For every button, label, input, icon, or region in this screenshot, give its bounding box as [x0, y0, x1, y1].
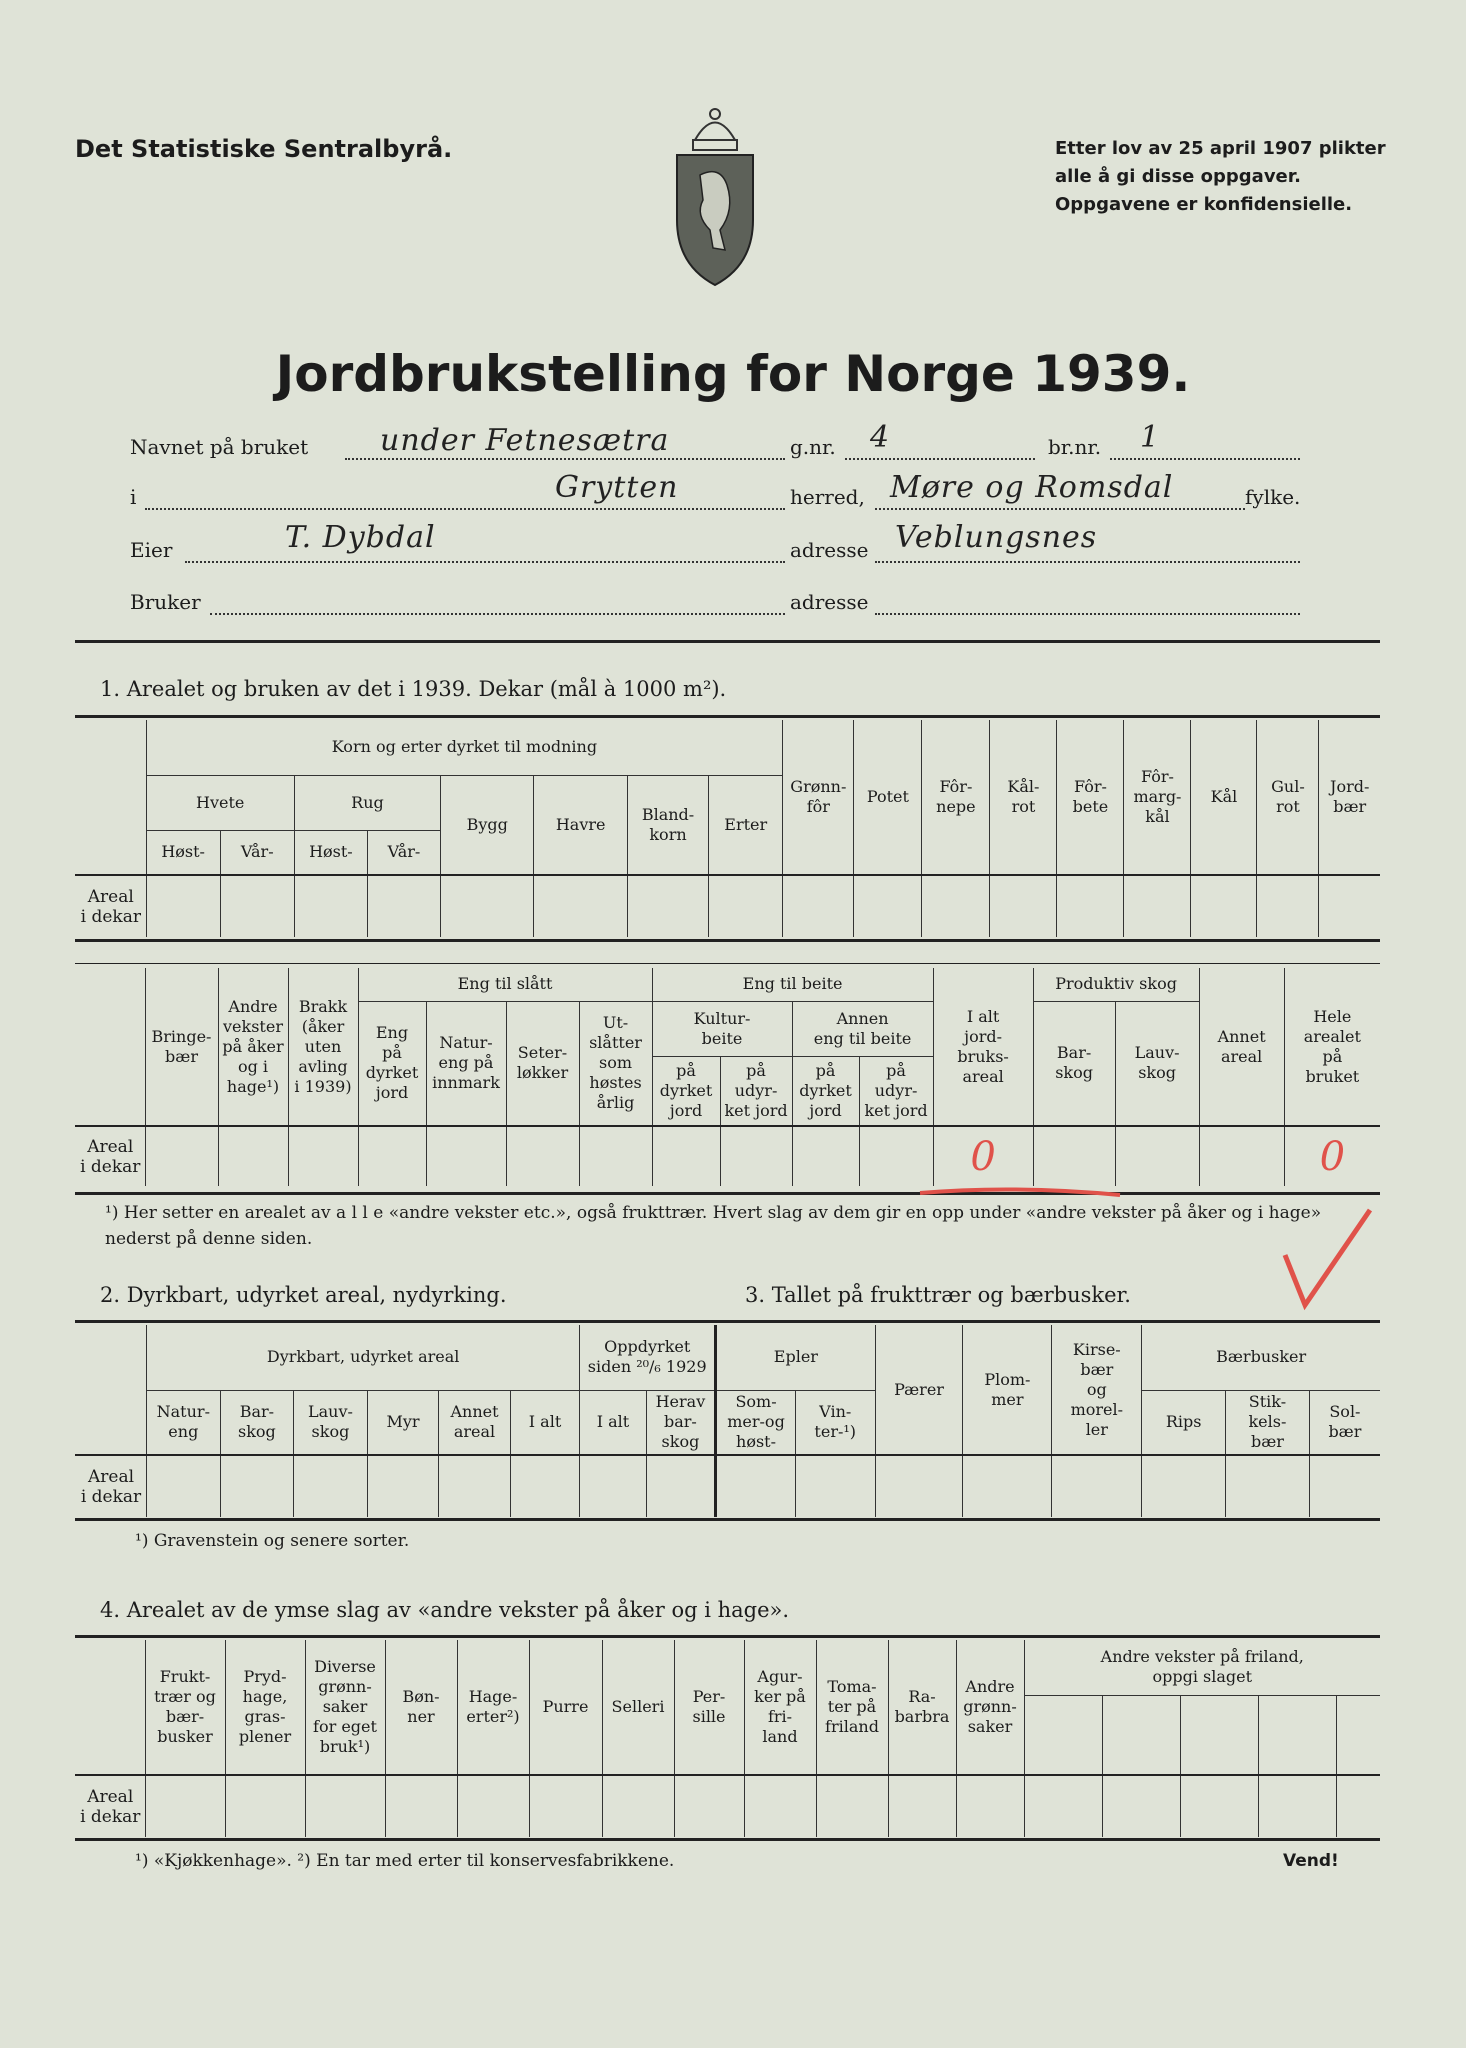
cell[interactable]	[1057, 875, 1124, 937]
notice-line: Oppgavene er konfidensielle.	[1055, 194, 1353, 215]
user-label: Bruker	[130, 590, 201, 614]
cell[interactable]	[1258, 1775, 1336, 1837]
table-area-land-use	[75, 968, 1380, 1186]
header-paerer: Pærer	[875, 1325, 963, 1455]
header-blank	[75, 1325, 147, 1455]
header-andre-gronnsaker: Andre grønn- saker	[956, 1640, 1024, 1775]
cell-i-alt[interactable]: 0	[933, 1126, 1033, 1186]
header-prydhage: Pryd- hage, gras- plener	[225, 1640, 305, 1775]
header-blank	[75, 1640, 145, 1775]
header-annen-eng: Annen eng til beite	[792, 1001, 933, 1056]
cell[interactable]	[145, 1775, 225, 1837]
cell[interactable]	[147, 1455, 221, 1517]
cell[interactable]	[816, 1775, 888, 1837]
cell[interactable]	[1258, 1695, 1336, 1775]
row-label: Areal i dekar	[75, 1126, 145, 1186]
header-kulturbeite: Kultur- beite	[652, 1001, 792, 1056]
cell[interactable]	[1052, 1455, 1142, 1517]
header-forbete: Fôr- bete	[1057, 720, 1124, 875]
cell[interactable]	[602, 1775, 674, 1837]
municipality-line	[145, 508, 785, 510]
header-bonner: Bøn- ner	[385, 1640, 457, 1775]
cell[interactable]	[529, 1775, 602, 1837]
cell[interactable]	[225, 1775, 305, 1837]
coat-of-arms-icon	[665, 100, 765, 290]
row-label: Areal i dekar	[75, 1775, 145, 1837]
table-cultivable-and-fruit	[75, 1325, 1380, 1517]
header-bringebaer: Bringe- bær	[145, 968, 218, 1126]
cell[interactable]	[963, 1455, 1052, 1517]
cell[interactable]	[294, 875, 367, 937]
footnote-section-4: ¹) «Kjøkkenhage». ²) En tar med erter til konservesfabrikkene.	[135, 1851, 675, 1871]
cell[interactable]	[1319, 875, 1380, 937]
brnr-line	[1110, 458, 1300, 460]
cell[interactable]	[220, 1455, 294, 1517]
cell[interactable]	[990, 875, 1057, 937]
owner-line	[185, 561, 785, 563]
county-value: Møre og Romsdal	[890, 470, 1174, 505]
header-persille: Per- sille	[674, 1640, 744, 1775]
cell[interactable]	[1191, 875, 1257, 937]
header-blandkorn: Bland- korn	[627, 775, 708, 875]
header-rug-var: Vår-	[367, 830, 440, 875]
header-eng-slatt: Eng til slått	[358, 968, 652, 1001]
owner-address-line	[875, 561, 1300, 563]
divider	[75, 1635, 1380, 1638]
owner-value: T. Dybdal	[285, 520, 436, 555]
table-area-crops	[75, 720, 1380, 937]
cell[interactable]	[220, 875, 294, 937]
user-address-label: adresse	[790, 590, 869, 614]
header-annen-dyrket: på dyrket jord	[792, 1056, 859, 1126]
cell[interactable]	[457, 1775, 529, 1837]
divider	[75, 939, 1380, 942]
farm-name-value: under Fetnesætra	[380, 423, 670, 458]
header-barskog: Bar- skog	[220, 1390, 294, 1455]
header-hageerter: Hage- erter²)	[457, 1640, 529, 1775]
owner-address-label: adresse	[790, 538, 869, 562]
header-erter: Erter	[709, 775, 783, 875]
divider	[75, 1518, 1380, 1521]
cell[interactable]	[441, 875, 534, 937]
header-lauvskog: Lauv- skog	[1115, 1001, 1199, 1126]
header-baerbusker: Bærbusker	[1142, 1325, 1380, 1390]
header-oppdyrket: Oppdyrket siden ²⁰/₆ 1929	[580, 1325, 716, 1390]
header-hvete-var: Vår-	[220, 830, 294, 875]
header-kirsebaer: Kirse- bær og morel- ler	[1052, 1325, 1142, 1455]
cell[interactable]	[646, 1455, 715, 1517]
cell[interactable]	[305, 1775, 385, 1837]
header-annen-udyrket: på udyr- ket jord	[859, 1056, 933, 1126]
header-i-alt: I alt	[510, 1390, 579, 1455]
header-hele-arealet: Hele arealet på bruket	[1284, 968, 1380, 1126]
header-diverse: Diverse grønn- saker for eget bruk¹)	[305, 1640, 385, 1775]
row-label: Areal i dekar	[75, 875, 146, 937]
cell[interactable]	[1115, 1126, 1199, 1186]
cell[interactable]	[218, 1126, 288, 1186]
table-row	[75, 1126, 1380, 1186]
header-utslatter: Ut- slåtter som høstes årlig	[579, 1001, 652, 1126]
header-rug-host: Høst-	[294, 830, 367, 875]
header-purre: Purre	[529, 1640, 602, 1775]
header-fornepe: Fôr- nepe	[922, 720, 990, 875]
cell-hele[interactable]: 0	[1284, 1126, 1380, 1186]
farm-name-line	[345, 458, 785, 460]
header-gronnfor: Grønn- fôr	[783, 720, 854, 875]
cell[interactable]	[1226, 1455, 1310, 1517]
header-blank	[75, 968, 145, 1126]
cell[interactable]	[792, 1126, 859, 1186]
header-selleri: Selleri	[602, 1640, 674, 1775]
table-row	[75, 1455, 1380, 1517]
cell[interactable]	[146, 875, 220, 937]
header-stikkelsbaer: Stik- kels- bær	[1226, 1390, 1310, 1455]
header-rug: Rug	[294, 775, 440, 830]
cell[interactable]	[385, 1775, 457, 1837]
cell[interactable]	[1102, 1695, 1180, 1775]
footnote-section-1: ¹) Her setter en arealet av a l l e «andre vekster etc.», også frukttrær. Hvert slag av dem gir en opp under «andre vekster på åker og i hage» nederst på denne siden.	[105, 1203, 1322, 1249]
cell[interactable]	[145, 1126, 218, 1186]
header-andre-friland: Andre vekster på friland, oppgi slaget	[1024, 1640, 1380, 1695]
herred-label: herred,	[790, 485, 865, 509]
header-lauvskog: Lauv- skog	[294, 1390, 368, 1455]
cell[interactable]	[288, 1126, 358, 1186]
header-gulrot: Gul- rot	[1257, 720, 1319, 875]
cell[interactable]	[358, 1126, 426, 1186]
cell[interactable]	[1180, 1695, 1258, 1775]
header-eng-dyrket: Eng på dyrket jord	[358, 1001, 426, 1126]
header-kal: Kål	[1191, 720, 1257, 875]
cell[interactable]	[1124, 875, 1191, 937]
cell[interactable]	[720, 1126, 792, 1186]
cell[interactable]	[674, 1775, 744, 1837]
section-4-title: 4. Arealet av de ymse slag av «andre vekster på åker og i hage».	[100, 1598, 790, 1622]
header-seterlokker: Seter- løkker	[506, 1001, 579, 1126]
brnr-label: br.nr.	[1048, 435, 1102, 459]
header-formargkal: Fôr- marg- kål	[1124, 720, 1191, 875]
cell[interactable]	[1257, 875, 1319, 937]
gnr-label: g.nr.	[790, 435, 836, 459]
header-hvete-host: Høst-	[146, 830, 220, 875]
header-potet: Potet	[854, 720, 922, 875]
form-title: Jordbrukstelling for Norge 1939.	[275, 345, 1191, 403]
divider	[75, 640, 1380, 643]
cell[interactable]	[1336, 1775, 1380, 1837]
divider	[75, 1192, 1380, 1195]
section-1-title: 1. Arealet og bruken av det i 1939. Dekar (mål à 1000 m²).	[100, 677, 727, 701]
cell[interactable]	[709, 875, 783, 937]
legal-notice	[1055, 135, 1386, 219]
municipality-value: Grytten	[555, 470, 679, 505]
agency-name: Det Statistiske Sentralbyrå.	[75, 135, 453, 163]
header-tomater: Toma- ter på friland	[816, 1640, 888, 1775]
divider	[75, 715, 1380, 718]
cell[interactable]	[367, 875, 440, 937]
user-line	[210, 613, 785, 615]
header-epler: Epler	[716, 1325, 875, 1390]
header-produktiv-skog: Produktiv skog	[1033, 968, 1199, 1001]
brnr-value: 1	[1140, 420, 1161, 455]
municipality-prefix: i	[130, 485, 137, 509]
header-natureng: Natur- eng på innmark	[426, 1001, 506, 1126]
header-myr: Myr	[367, 1390, 439, 1455]
cell[interactable]	[744, 1775, 816, 1837]
cell[interactable]	[795, 1455, 875, 1517]
section-3-title: 3. Tallet på frukttrær og bærbusker.	[745, 1283, 1131, 1307]
gnr-value: 4	[870, 420, 891, 455]
header-havre: Havre	[534, 775, 627, 875]
cell[interactable]	[875, 1455, 963, 1517]
cell[interactable]	[367, 1455, 439, 1517]
header-barskog: Bar- skog	[1033, 1001, 1115, 1126]
header-blank	[75, 720, 146, 875]
divider	[75, 1320, 1380, 1323]
header-korn: Korn og erter dyrket til modning	[146, 720, 783, 775]
turn-page-note: Vend!	[1283, 1851, 1339, 1871]
header-dyrkbart: Dyrkbart, udyrket areal	[147, 1325, 580, 1390]
header-i-alt-jord: I alt jord- bruks- areal	[933, 968, 1033, 1126]
header-sommer: Som- mer-og høst-	[716, 1390, 796, 1455]
header-annet-areal: Annet areal	[1199, 968, 1284, 1126]
cell[interactable]	[1309, 1455, 1380, 1517]
cell[interactable]	[1024, 1695, 1102, 1775]
cell[interactable]	[1336, 1695, 1380, 1775]
owner-address-value: Veblungsnes	[895, 520, 1098, 555]
gnr-line	[845, 458, 1035, 460]
owner-label: Eier	[130, 538, 173, 562]
cell[interactable]	[426, 1126, 506, 1186]
cell[interactable]	[534, 875, 627, 937]
header-jordbaer: Jord- bær	[1319, 720, 1380, 875]
header-oppdyrket-i-alt: I alt	[580, 1390, 646, 1455]
divider	[75, 1838, 1380, 1841]
cell[interactable]	[888, 1775, 956, 1837]
cell[interactable]	[580, 1455, 646, 1517]
header-brakk: Brakk (åker uten avling i 1939)	[288, 968, 358, 1126]
cell[interactable]	[506, 1126, 579, 1186]
cell[interactable]	[1102, 1775, 1180, 1837]
cell[interactable]	[294, 1455, 368, 1517]
cell[interactable]	[579, 1126, 652, 1186]
cell[interactable]	[1024, 1775, 1102, 1837]
header-andre-vekster: Andre vekster på åker og i hage¹)	[218, 968, 288, 1126]
header-rips: Rips	[1142, 1390, 1226, 1455]
header-herav-barskog: Herav bar- skog	[646, 1390, 715, 1455]
header-solbaer: Sol- bær	[1309, 1390, 1380, 1455]
cell[interactable]	[716, 1455, 796, 1517]
cell[interactable]	[627, 875, 708, 937]
header-annet-areal: Annet areal	[439, 1390, 511, 1455]
header-kalrot: Kål- rot	[990, 720, 1057, 875]
cell[interactable]	[1142, 1455, 1226, 1517]
header-agurker: Agur- ker på fri- land	[744, 1640, 816, 1775]
fylke-label: fylke.	[1245, 485, 1301, 509]
cell[interactable]	[854, 875, 922, 937]
header-kultur-dyrket: på dyrket jord	[652, 1056, 720, 1126]
cell[interactable]	[1199, 1126, 1284, 1186]
header-kultur-udyrket: på udyr- ket jord	[720, 1056, 792, 1126]
divider	[75, 963, 1380, 964]
farm-name-label: Navnet på bruket	[130, 435, 309, 459]
table-other-crops	[75, 1640, 1380, 1837]
header-eng-beite: Eng til beite	[652, 968, 933, 1001]
row-label: Areal i dekar	[75, 1455, 147, 1517]
table-row	[75, 875, 1380, 937]
header-plommer: Plom- mer	[963, 1325, 1052, 1455]
header-bygg: Bygg	[441, 775, 534, 875]
header-natureng: Natur- eng	[147, 1390, 221, 1455]
notice-line: alle å gi disse oppgaver.	[1055, 166, 1301, 187]
user-address-line	[875, 613, 1300, 615]
header-hvete: Hvete	[146, 775, 294, 830]
header-rabarbra: Ra- barbra	[888, 1640, 956, 1775]
cell[interactable]	[956, 1775, 1024, 1837]
cell[interactable]	[439, 1455, 511, 1517]
header-vinter: Vin- ter-¹)	[795, 1390, 875, 1455]
cell[interactable]	[510, 1455, 579, 1517]
header-frukttraer: Frukt- trær og bær- busker	[145, 1640, 225, 1775]
cell[interactable]	[1180, 1775, 1258, 1837]
cell[interactable]	[783, 875, 854, 937]
county-line	[875, 508, 1245, 510]
cell[interactable]	[922, 875, 990, 937]
table-row	[75, 1775, 1380, 1837]
section-2-title: 2. Dyrkbart, udyrket areal, nydyrking.	[100, 1283, 507, 1307]
footnote-gravenstein: ¹) Gravenstein og senere sorter.	[135, 1531, 410, 1551]
notice-line: Etter lov av 25 april 1907 plikter	[1055, 138, 1386, 159]
cell[interactable]	[652, 1126, 720, 1186]
